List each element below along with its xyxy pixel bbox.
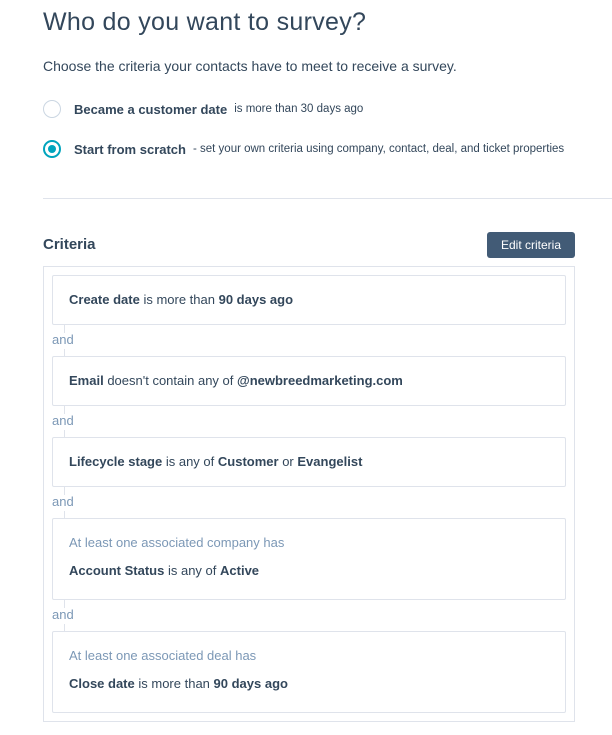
rule-property: Close date: [69, 676, 135, 691]
criteria-heading: Criteria: [43, 236, 96, 253]
rule-value: Active: [220, 563, 260, 578]
page-title: Who do you want to survey?: [43, 8, 367, 36]
criteria-rule: [52, 631, 566, 713]
rule-text: [69, 563, 259, 578]
rule-property: Account Status: [69, 563, 165, 578]
criteria-rule: [52, 275, 566, 325]
and-connector: and: [52, 494, 74, 509]
rule-value: Customer: [217, 454, 279, 469]
rule-text: [69, 373, 403, 388]
option-label: Became a customer date: [74, 101, 228, 117]
rule-property: Lifecycle stage: [69, 454, 163, 469]
and-connector: and: [52, 332, 74, 347]
criteria-rule: [52, 518, 566, 600]
rule-text: [69, 454, 362, 469]
rule-operator: doesn't contain any of: [107, 373, 234, 388]
rule-text: [69, 292, 293, 307]
option-description: is more than 30 days ago: [234, 103, 364, 115]
criteria-rule: [52, 356, 566, 406]
radio-customer-date[interactable]: [43, 100, 61, 118]
criteria-rule: [52, 437, 566, 487]
page-subtitle: Choose the criteria your contacts have to meet to receive a survey.: [43, 58, 457, 74]
connector-line: [64, 511, 65, 518]
rule-value: 90 days ago: [218, 292, 294, 307]
association-label: At least one associated deal has: [69, 648, 257, 663]
divider: [43, 198, 612, 199]
option-label: Start from scratch: [74, 141, 186, 157]
rule-value: Evangelist: [297, 454, 363, 469]
connector-line: [64, 624, 65, 631]
rule-operator: is more than: [138, 676, 210, 691]
option-description: - set your own criteria using company, contact, deal, and ticket properties: [192, 143, 565, 155]
rule-value: 90 days ago: [213, 676, 288, 691]
rule-operator: is any of: [165, 454, 215, 469]
rule-joiner: or: [282, 454, 294, 469]
and-connector: and: [52, 607, 74, 622]
connector-line: [64, 349, 65, 356]
association-label: At least one associated company has: [69, 535, 285, 550]
connector-line: [64, 430, 65, 437]
option-start-from-scratch[interactable]: [43, 138, 564, 160]
rule-text: [69, 676, 288, 691]
edit-criteria-button[interactable]: Edit criteria: [487, 232, 575, 258]
rule-property: Email: [69, 373, 104, 388]
rule-value: @newbreedmarketing.com: [237, 373, 403, 388]
rule-property: Create date: [69, 292, 140, 307]
option-customer-date[interactable]: [43, 98, 363, 120]
rule-operator: is more than: [143, 292, 215, 307]
rule-operator: is any of: [167, 563, 217, 578]
radio-start-from-scratch[interactable]: [43, 140, 61, 158]
and-connector: and: [52, 413, 74, 428]
